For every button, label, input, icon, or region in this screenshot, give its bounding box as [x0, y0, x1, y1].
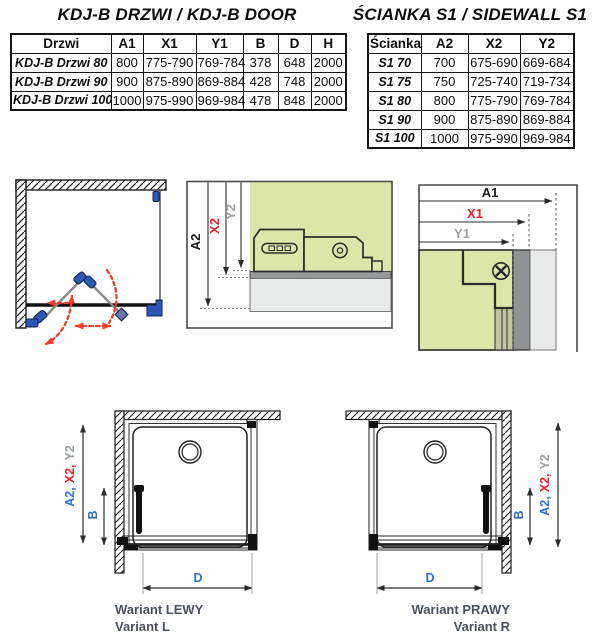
- cell: 769-784: [197, 55, 246, 70]
- cell: 869-884: [520, 110, 574, 129]
- cell: 975-990: [468, 129, 520, 148]
- cell: 875-890: [143, 72, 196, 91]
- table-row: [368, 53, 574, 72]
- cell: 875-890: [468, 110, 520, 129]
- col-header-a1: A1: [111, 34, 143, 53]
- cell: 800: [111, 53, 143, 72]
- wall-left: [115, 411, 124, 573]
- sidewall-detail-diagram: [186, 180, 394, 330]
- bottom-profile-band: [250, 272, 391, 279]
- tray-edge: [250, 279, 391, 312]
- cell: 975-990: [143, 91, 196, 110]
- col-header-x2: X2: [468, 34, 520, 53]
- row-label: KDJ-B Drzwi 90: [11, 72, 111, 91]
- cell: 900: [421, 110, 468, 129]
- table-row: [368, 129, 574, 148]
- wall-top: [16, 180, 166, 190]
- dim-label-b: B: [512, 510, 526, 520]
- cell: 719-734: [520, 72, 574, 91]
- row-label: S1 80: [368, 91, 421, 110]
- track-end-cap: [248, 534, 257, 550]
- sidewall-table-title: ŚCIANKA S1 / SIDEWALL S1: [352, 5, 588, 24]
- wall-left: [16, 180, 26, 328]
- dim-label-x1: X1: [467, 206, 483, 221]
- dim-label-a1: A1: [481, 185, 499, 200]
- cell: 700: [421, 53, 468, 72]
- cell: 2000: [311, 91, 346, 110]
- col-header-x1: X1: [143, 34, 196, 53]
- row-label: S1 90: [368, 110, 421, 129]
- variant-right-diagram: [330, 398, 611, 608]
- hinge-block: [247, 421, 256, 428]
- shower-tray: [133, 427, 247, 547]
- cell: 848: [278, 91, 311, 110]
- variant-right-caption: [368, 601, 510, 635]
- row-label: KDJ-B Drzwi 100: [11, 91, 111, 110]
- cell: 378: [243, 53, 278, 72]
- col-header-a2: A2: [421, 34, 468, 53]
- track-hardware: [498, 537, 509, 545]
- dim-label-a2: A2: [188, 233, 203, 251]
- door-table-header-row: [11, 34, 346, 53]
- slot: [262, 244, 297, 254]
- plan-view-diagram: [10, 176, 170, 348]
- row-label: S1 100: [368, 129, 421, 148]
- wall-top: [115, 411, 280, 420]
- door-table-title: KDJ-B DRZWI / KDJ-B DOOR: [57, 5, 297, 24]
- dim-label-d: D: [193, 571, 203, 585]
- col-header-y1: Y1: [196, 34, 243, 53]
- caption-line-pl: Wariant PRAWY: [411, 602, 510, 617]
- cell: 428: [243, 72, 278, 91]
- cell: 2000: [311, 72, 346, 91]
- row-label: S1 70: [368, 53, 421, 72]
- cell: 675-690: [468, 53, 520, 72]
- wall-profile: [513, 250, 530, 350]
- door-detail-diagram: [415, 176, 611, 354]
- variant-left-diagram: [58, 398, 310, 608]
- dim-label-a2x2y2: A2,X2,Y2: [63, 445, 77, 507]
- table-row: [368, 72, 574, 91]
- door-table: [10, 33, 347, 111]
- cell: 748: [278, 72, 311, 91]
- dim-label-d: D: [425, 571, 435, 585]
- table-row: [11, 53, 346, 72]
- col-header-h: H: [311, 34, 346, 53]
- cell: 2000: [311, 53, 346, 72]
- cell: 669-684: [520, 53, 574, 72]
- top-right-bracket: [153, 192, 159, 202]
- caption-line-en: Variant L: [115, 619, 170, 634]
- caption-line-pl: Wariant LEWY: [115, 602, 204, 617]
- row-label: KDJ-B Drzwi 80: [11, 53, 111, 72]
- table-row: [11, 72, 346, 91]
- dimension-lines: [419, 201, 552, 242]
- col-header-y2: Y2: [520, 34, 574, 53]
- cell: 1000: [421, 129, 468, 148]
- screw-icon: [493, 263, 509, 279]
- col-header-b: B: [243, 34, 278, 53]
- dim-label-y1: Y1: [454, 226, 470, 241]
- bottom-right-bracket: [147, 300, 162, 316]
- bottom-left-bracket: [26, 319, 38, 327]
- wall-right: [502, 411, 511, 573]
- shower-tray: [377, 427, 491, 547]
- track-hardware: [488, 545, 502, 550]
- track-hardware: [124, 545, 138, 550]
- wall-top: [346, 411, 511, 420]
- table-row: [368, 91, 574, 110]
- cell: 1000: [111, 91, 143, 110]
- screw-icon: [333, 243, 347, 257]
- table-row: [368, 110, 574, 129]
- hinge-block: [369, 421, 378, 428]
- col-header-drzwi: Drzwi: [11, 34, 111, 53]
- cell: 775-790: [468, 91, 520, 110]
- track-end-cap: [369, 534, 378, 550]
- cell: 478: [243, 91, 278, 110]
- track-hardware: [117, 537, 128, 545]
- cell: 900: [111, 72, 143, 91]
- dim-label-y2: Y2: [223, 204, 238, 220]
- cell: 648: [278, 53, 311, 72]
- sidewall-table-header-row: [368, 34, 574, 53]
- dim-label-x2: X2: [207, 218, 222, 234]
- row-label: S1 75: [368, 72, 421, 91]
- glass-edge: [495, 308, 513, 350]
- cell: 800: [421, 91, 468, 110]
- cell: 725-740: [468, 72, 520, 91]
- col-header-scianka: Ścianka: [368, 34, 421, 53]
- cell: 969-984: [520, 129, 574, 148]
- cell: 969-984: [196, 91, 243, 110]
- cell: 769-784: [520, 91, 574, 110]
- col-header-d: D: [278, 34, 311, 53]
- cell: 750: [421, 72, 468, 91]
- cell: 869-884: [197, 74, 246, 89]
- sidewall-table: [367, 33, 575, 149]
- outer-strip: [530, 250, 556, 350]
- variant-left-caption: [115, 601, 203, 635]
- dim-label-b: B: [86, 510, 100, 520]
- dim-label-a2x2y2: A2,X2,Y2: [538, 454, 552, 516]
- table-row: [11, 91, 346, 110]
- caption-line-en: Variant R: [453, 619, 510, 634]
- cell: 775-790: [143, 53, 196, 72]
